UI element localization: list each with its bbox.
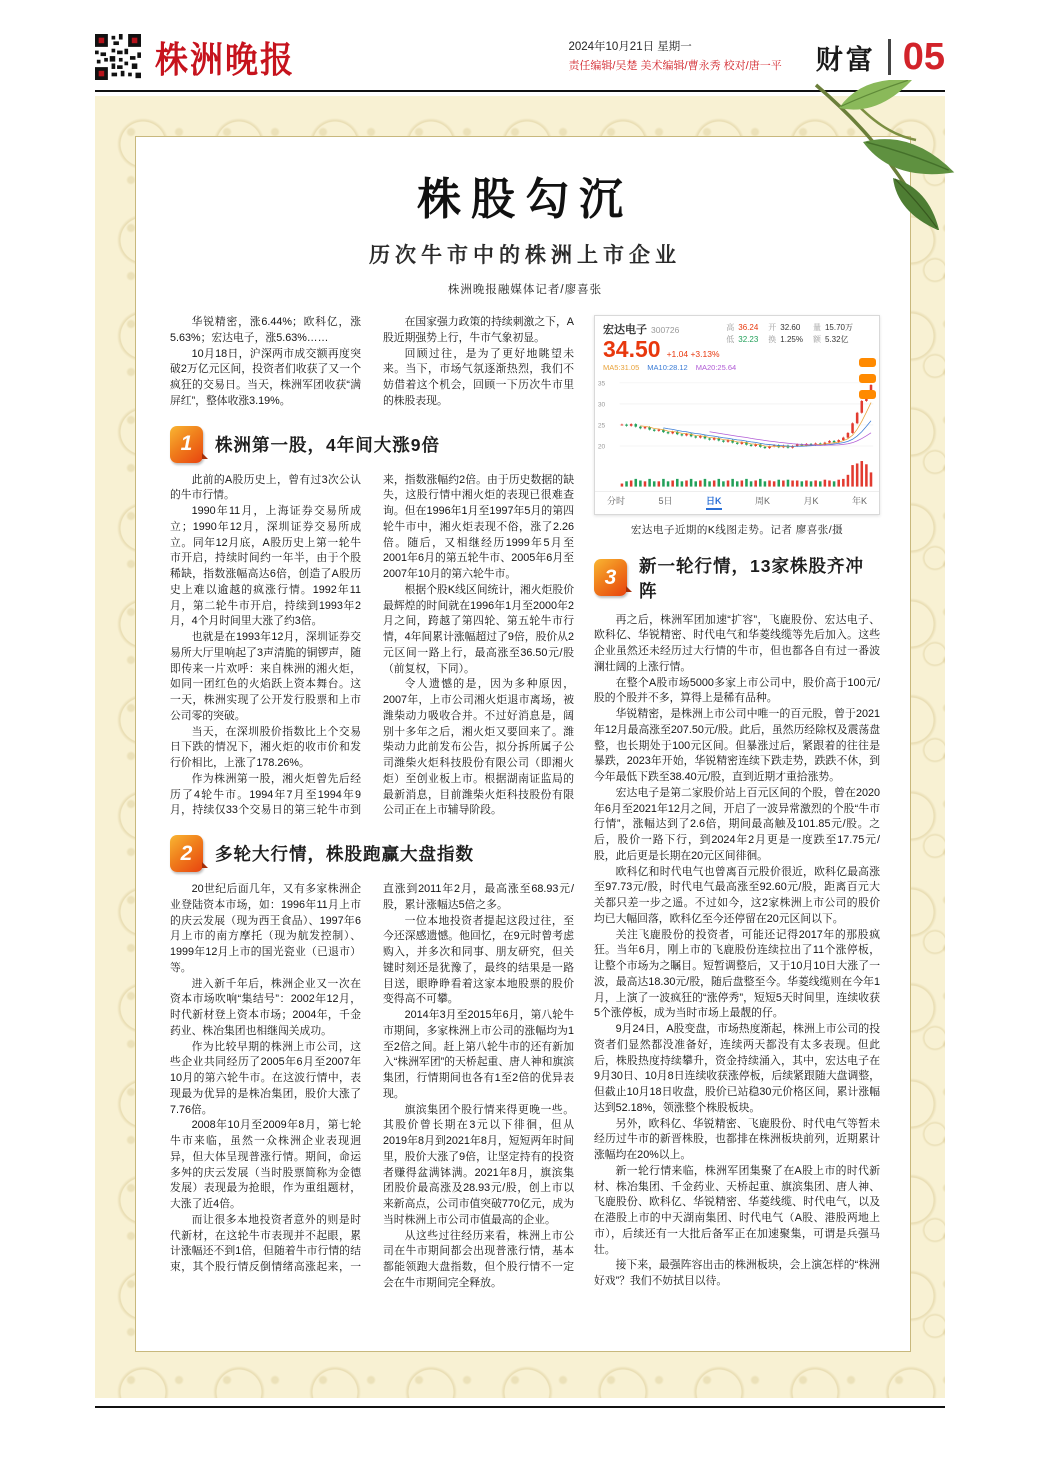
paragraph: 作为比较早期的株洲上市公司，这些企业共同经历了2005年6月至2007年10月的第六轮牛市。在这波行情中，表现最为优异的是株冶集团，股价大涨了7.76倍。: [170, 1040, 361, 1116]
paragraph: 再之后，株洲军团加速“扩容”，飞鹿股份、宏达电子、欧科亿、华锐精密、时代电气和华菱线缆等先后加入。这些企业虽然还未经历过大行情的牛市，但也都各自有过一番波澜壮阔的上涨行情。: [594, 613, 880, 673]
chart-tab: 月K: [803, 495, 819, 506]
paragraph: 在整个A股市场5000多家上市公司中，股价高于100元/股的个股并不多，算得上是稀有品种。: [594, 676, 880, 705]
feature-area: [95, 96, 945, 1398]
paper-logo: 株洲晚报: [155, 41, 295, 81]
stock-chart: [594, 315, 880, 515]
section-1-text: [170, 473, 574, 820]
paragraph: 1990年11月，上海证券交易所成立；1990年12月，深圳证券交易所成立。同年12月底，A股历史上第一轮牛市开启，持续时间约一年半，由于个股稀缺，指数涨幅高达6倍，创造了A股历史上难以逾越的疯涨行情。1992年11月，第二轮牛市开启，持续到1993年2月，4个月时间里大涨了约3倍。: [170, 505, 361, 628]
section-2-header: [170, 835, 574, 872]
section-badge-2: 2: [170, 835, 203, 872]
intro-column-2: [383, 315, 574, 410]
paragraph: 当天，在深圳股价指数比上个交易日下跌的情况下，湘火炬的收市价和发行价相比，上涨了178.26%。: [170, 725, 361, 769]
chart-stat: 量 15.70万: [812, 323, 853, 332]
section-badge-1: 1: [170, 426, 203, 463]
paragraph: 华锐精密，涨6.44%；欧科亿，涨5.63%；宏达电子，涨5.63%……: [170, 316, 361, 344]
section-3-header: [594, 553, 880, 603]
paragraph: 而让很多本地投资者意外的则是时代新材，在这轮牛市表现并不起眼，累计涨幅还不到1倍，但随着牛市行情的结束，其个股行情反倒情绪高涨起来，一直涨到2011年2月，最高涨至68.93元/股，累计涨幅达5倍之多。: [170, 883, 574, 1273]
paragraph: 华锐精密，是株洲上市公司中唯一的百元股，曾于2021年12月最高涨至207.50元/股。此后，虽然历经除权及震荡盘整，也长期处于100元区间。但暴涨过后，紧跟着的往往是暴跌，2023年开始，华锐精密连续下跌走势，跌跌不休，到今年最低下跌至38.40元/股，直到近期才重拾涨势。: [594, 708, 880, 784]
section-badge-3: 3: [594, 559, 627, 596]
paragraph: 2008年10月至2009年8月，第七轮牛市来临，虽然一众株洲企业表现迥异，但大体呈现普涨行情。期间，命运多舛的庆云发展（当时股票简称为金德发展）表现最为抢眼，作为重组题材，大涨了近4倍。: [170, 1119, 361, 1210]
paragraph: 一位本地投资者提起这段过往，至今还深感遗憾。他回忆，在9元时曾考虑购入，并多次和同事、朋友研究，但关键时刻还是犹豫了，最终的结果是一路目送，眼睁睁看着这家本地股票的股价变得高不可攀。: [383, 914, 574, 1006]
stock-chart-figure: [594, 315, 880, 537]
masthead-meta: [568, 39, 781, 75]
section-page-block: [816, 36, 945, 79]
paragraph: 接下来，最强阵容出击的株洲板块，会上演怎样的“株洲好戏”？我们不妨拭目以待。: [594, 1259, 880, 1288]
chart-ma-legend: [595, 362, 879, 373]
kline-svg: [595, 373, 879, 490]
chart-stat: 额 5.32亿: [812, 334, 849, 344]
section-2-title: 多轮大行情，株股跑赢大盘指数: [215, 844, 474, 864]
article-body: [170, 315, 880, 1296]
stock-change: +1.04 +3.13%: [666, 349, 720, 359]
article-byline: 株洲晚报融媒体记者/廖喜张: [447, 284, 603, 296]
section-2-text: [170, 882, 574, 1292]
paragraph: 旗滨集团个股行情来得更晚一些。其股价曾长期在3元以下徘徊，但从2019年8月到2021年8月，短短两年时间里，股价大涨了9倍，让坚定持有的投资者赚得盆满钵满。2021年8月，旗滨集团股价最高涨及28.93元/股，创上市以来新高点，公司市值突破770亿元，成为当时株洲上市公司市值最高的企业。: [383, 1103, 574, 1226]
ma-value: MA20:25.64: [695, 363, 737, 373]
paragraph: 关注飞鹿股份的投资者，可能还记得2017年的那股疯狂。当年6月，刚上市的飞鹿股份连续拉出了11个涨停板，让整个市场为之瞩目。短暂调整后，又于10月10日大涨了一波，最高达18.30元/股，随后盘整至今。华菱线缆则在今年1月，上演了一波疯狂的“涨停秀”，短短5天时间里，连续收获5个涨停板，成为当时市场上最靓的仔。: [594, 928, 880, 1020]
paragraph: 从这些过往经历来看，株洲上市公司在牛市期间都会出现普涨行情，基本都能领跑大盘指数，但个股行情不一定会在牛市期间完全释放。: [383, 1229, 574, 1289]
content-panel: [135, 136, 911, 1352]
paragraph: 欧科亿和时代电气也曾离百元股价很近，欧科亿最高涨至97.73元/股，时代电气最高涨至92.60元/股，距离百元大关都只差一步之遥。不过如今，这2家株洲上市公司的股价均已大幅回落，欧科亿至今还停留在20元区间以下。: [594, 865, 880, 925]
chart-tabs: [595, 491, 879, 514]
chart-tab: 5日: [658, 495, 673, 506]
chart-stats: [726, 321, 853, 361]
editors-line: 责任编辑/吴楚 美术编辑/曹永秀 校对/唐一平: [568, 60, 782, 73]
section-label: 财富: [815, 44, 876, 75]
paragraph: 此前的A股历史上，曾有过3次公认的牛市行情。: [170, 473, 361, 502]
ma-value: MA10:28.12: [647, 363, 688, 373]
intro-row: [170, 315, 574, 410]
section-3-title: 新一轮行情，13家株股齐冲阵: [639, 555, 864, 601]
ma-value: MA5:31.05: [603, 363, 640, 373]
chart-side-badge: [859, 374, 876, 383]
date-line: 2024年10月21日 星期一: [568, 41, 692, 54]
section-3-text: [594, 613, 880, 1290]
svg-text:25: 25: [597, 422, 606, 430]
paragraph: 作为株洲第一股，湘火炬曾先后经历了4轮牛市。1994年7月至1994年9月，持续仅33个交易日的第三轮牛市到来，指数涨幅约2倍。由于历史数据的缺失，这股行情中湘火炬的表现已很难查询。但在1996年1月至1997年5月的第四轮牛市中，湘火炬表现不俗，涨了2.26倍。随后，又相继经历1999年5月至2001年6月的第五轮牛市、2005年6月至2007年10月的第六轮牛市。: [170, 473, 574, 817]
article-subtitle: 历次牛市中的株洲上市企业: [369, 244, 681, 267]
chart-tab: 分时: [607, 495, 626, 506]
leaves-decoration-icon: [721, 80, 961, 230]
stock-name: 宏达电子: [603, 324, 647, 336]
paragraph: 令人遗憾的是，因为多种原因，2007年，上市公司湘火炬退市离场，被潍柴动力吸收合并。不过好消息是，阔别十多年之后，湘火炬又要回来了。潍柴动力此前发布公告，拟分拆所属子公司潍柴火炬科技股份有限公司（即湘火炬）至创业板上市。根据湖南证监局的最新消息，目前潍柴火炬科技股份有限公司正在上市辅导阶段。: [383, 678, 574, 817]
masthead-divider: [888, 39, 891, 75]
right-region: [594, 315, 880, 1296]
qr-code: [95, 34, 141, 80]
chart-side-badge: [859, 358, 876, 367]
svg-text:35: 35: [597, 380, 606, 388]
chart-header: [595, 316, 879, 362]
chart-side-badges: [859, 358, 876, 399]
article-title: 株股勾沉: [417, 175, 633, 224]
paragraph: 2014年3月至2015年6月，第八轮牛市期间，多家株洲上市公司的涨幅均为1至2倍之间。赶上第八轮牛市的还有新加入“株洲军团”的天桥起重、唐人神和旗滨集团，行情期间也各有1至2倍的优异表现。: [383, 1009, 574, 1100]
svg-text:20: 20: [597, 443, 606, 451]
chart-stat: 低 32.23: [726, 334, 759, 344]
stock-price: 34.50: [603, 336, 661, 362]
paragraph: 宏达电子是第二家股价站上百元区间的个股，曾在2020年6月至2021年12月之间，开启了一波异常激烈的个股“牛市行情”，涨幅达到了2.6倍，期间最高触及101.85元/股。之后，股价一路下行，到2024年2月更是一度跌至17.75元/股，此后更是长期在20元区间徘徊。: [594, 786, 880, 862]
footer-rule: [95, 1406, 945, 1408]
chart-tab: 年K: [851, 495, 867, 506]
section-1-header: [170, 426, 574, 463]
svg-text:30: 30: [597, 401, 606, 409]
stock-code: 300726: [651, 325, 680, 335]
paragraph: 20世纪后面几年，又有多家株洲企业登陆资本市场，如：1996年11月上市的庆云发展（现为西王食品）、1997年6月上市的南方摩托（现为航发控制）、1999年12月上市的国光瓷业（已退市）等。: [170, 883, 361, 974]
chart-tab: 日K: [706, 494, 722, 510]
photo-caption: 宏达电子近期的K线图走势。记者 廖喜张/摄: [630, 523, 844, 536]
chart-stat: 高 36.24: [726, 323, 759, 332]
paragraph: 根据个股K线区间统计，湘火炬股价最辉煌的时间就在1996年1月至2000年2月之间，跨越了第四轮、第五轮牛市行情，4年间累计涨幅超过了9倍，股价从2元区间一路上行，最高涨至36.50元/股（前复权，下同）。: [383, 583, 574, 675]
paragraph: 进入新千年后，株洲企业又一次在资本市场吹响“集结号”：2002年12月，时代新材登上资本市场；2004年，千金药业、株冶集团也相继闯关成功。: [170, 977, 361, 1037]
left-region: [170, 315, 574, 1296]
masthead: [95, 28, 945, 86]
paragraph: 9月24日，A股变盘，市场热度渐起，株洲上市公司的投资者们显然都没准备好，连续两天都没有太多表现。但此后，株股热度持续攀升，资金持续涌入，其中，宏达电子在9月30日、10月8日连续收获涨停板，后续紧跟随大盘调整，但截止10月18日收盘，股价已站稳30元价格区间，累计涨幅达到52.18%，领涨整个株股板块。: [594, 1023, 880, 1114]
page-number: 05: [902, 35, 945, 78]
paragraph: 回顾过往，是为了更好地眺望未来。当下，市场气氛逐渐热烈，我们不妨借着这个机会，回顾一下历次牛市里的株股表现。: [383, 347, 574, 407]
intro-column-1: [170, 315, 361, 410]
paragraph: 也就是在1993年12月，深圳证券交易所大厅里响起了3声清脆的铜锣声，随即传来一片欢呼：来自株洲的湘火炬，如同一团红色的火焰跃上资本舞台。这一天，株洲实现了公开发行股票和上市公司零的突破。: [170, 631, 361, 722]
chart-stat: 换 1.25%: [768, 334, 803, 344]
paragraph: 在国家强力政策的持续刺激之下，A股近期强势上行，牛市气象初显。: [383, 316, 574, 344]
chart-stat: 开 32.60: [768, 323, 801, 332]
paragraph: 10月18日，沪深两市成交额再度突破2万亿元区间，投资者们收获了又一个疯狂的交易日。当天，株洲军团收获“满屏红”，整体收涨3.19%。: [170, 347, 361, 407]
chart-tab: 周K: [754, 495, 770, 506]
paragraph: 新一轮行情来临，株洲军团集聚了在A股上市的时代新材、株冶集团、千金药业、天桥起重、旗滨集团、唐人神、飞鹿股份、欧科亿、华锐精密、华菱线缆、时代电气，以及在港股上市的中天湖南集团、时代电气（A股、港股两地上市），后续还有一大批后备军正在加速聚集，可谓是兵强马壮。: [594, 1164, 880, 1256]
paragraph: 另外，欧科亿、华锐精密、飞鹿股份、时代电气等暂未经历过牛市的新晋株股，也都排在株洲板块前列，近期累计涨幅均在20%以上。: [594, 1117, 880, 1162]
chart-side-badge: [859, 390, 876, 399]
section-1-title: 株洲第一股，4年间大涨9倍: [215, 434, 440, 455]
